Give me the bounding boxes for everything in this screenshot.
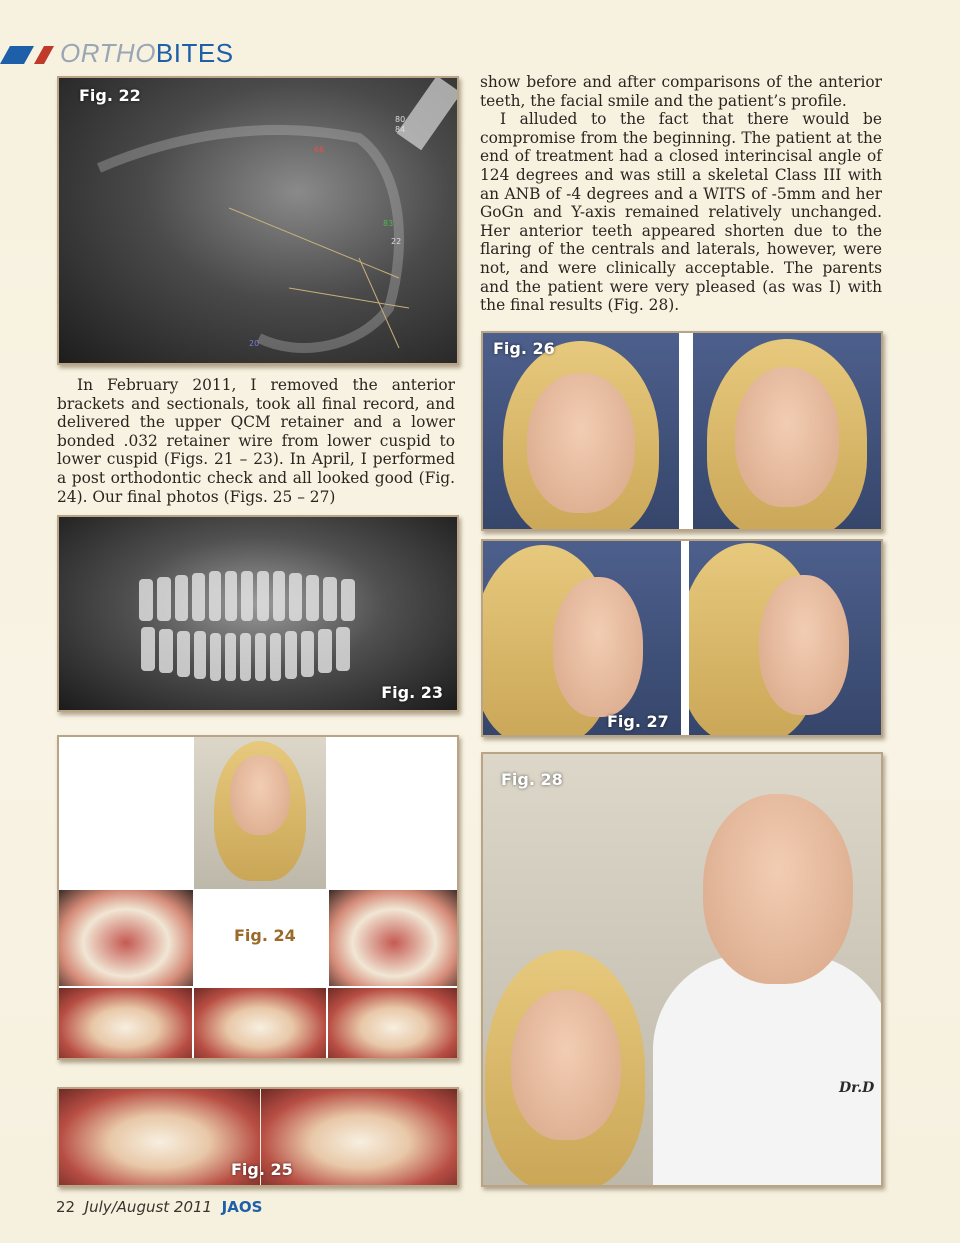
figure-24-label-cell [194, 890, 326, 986]
figure-25-label: Fig. 25 [231, 1160, 293, 1179]
article-left-column [57, 376, 455, 506]
issue-date: July/August 2011 [84, 1198, 213, 1216]
figure-27-profile-comparison [481, 539, 883, 737]
figure-27-before-photo [483, 541, 681, 735]
figure-24-photo-grid [57, 735, 459, 1060]
after-profile-face [759, 575, 849, 715]
right-paragraph-1: show before and after comparisons of the anterior teeth, the facial smile and the patient’s profile. [480, 73, 882, 110]
page-footer [56, 1198, 262, 1216]
figure-26-frontal-comparison [481, 331, 883, 531]
figure-28-label: Fig. 28 [501, 770, 563, 789]
figure-24-cell-blank-left [59, 737, 193, 889]
left-paragraph-1: In February 2011, I removed the anterior brackets and sectionals, took all final record, and delivered the upper QCM retainer and a lower bonded .032 retainer wire from lower cuspid to lower cuspid (Figs. 21 – 23). In April, I performed a post orthodontic check and all looked good (Fig. 24). Our final photos (Figs. 25 – 27) [57, 376, 455, 506]
figure-25-before-photo [59, 1089, 260, 1185]
after-face [735, 367, 839, 507]
portrait-face [230, 755, 290, 835]
section-title-prefix: ORTHO [60, 38, 156, 68]
ceph-tracing [59, 78, 457, 363]
section-title [60, 38, 234, 69]
before-profile-face [553, 577, 643, 717]
figure-26-before-photo [483, 333, 679, 529]
doctor-face [703, 794, 853, 984]
ceph-label-84: 84 [395, 125, 406, 134]
figure-24-cell-blank-right [327, 737, 459, 889]
section-mark-icon [0, 46, 56, 64]
pano-teeth [59, 517, 457, 710]
page-number: 22 [56, 1198, 76, 1216]
figure-25-teeth-comparison [57, 1087, 459, 1187]
coat-embroidery: Dr.D [839, 1080, 875, 1096]
ceph-label-66: 66 [314, 145, 325, 154]
figure-28-doctor-patient-photo [481, 752, 883, 1187]
figure-26-after-photo [693, 333, 883, 529]
before-face [527, 373, 635, 513]
right-paragraph-2: I alluded to the fact that there would be compromise from the beginning. The patient at the end of treatment had a closed interincisal angle of 124 degrees and was still a skeletal Class III with an ANB of -4 degrees and a WITS of -5mm and her GoGn and Y-axis remained relatively unchanged. Her anterior teeth appeared shorten due to the flaring of the centrals and laterals, however, were not, and were clinically acceptable. The parents and the patient were very pleased (as was I) with the final results (Fig. 28). [480, 110, 882, 315]
journal-name: JAOS [221, 1198, 263, 1216]
ceph-label-83: 83 [383, 219, 394, 228]
figure-24-label: Fig. 24 [234, 926, 296, 945]
figure-24-frontal-occlusion-photo [194, 988, 326, 1060]
figure-24-right-occlusion-photo [59, 988, 192, 1060]
figure-27-label: Fig. 27 [607, 712, 669, 731]
figure-24-left-occlusion-photo [328, 988, 459, 1060]
figure-22-cephalometric-xray [57, 76, 459, 365]
article-right-column [480, 73, 882, 315]
patient-face [511, 990, 621, 1140]
doctor-coat [653, 954, 883, 1187]
figure-23-label: Fig. 23 [381, 683, 443, 702]
ceph-label-22: 22 [391, 237, 402, 246]
figure-24-lower-arch-photo [329, 890, 459, 986]
figure-23-panoramic-xray [57, 515, 459, 712]
ceph-label-80: 80 [395, 115, 406, 124]
figure-22-label: Fig. 22 [79, 86, 141, 105]
figure-24-upper-arch-photo [59, 890, 193, 986]
figure-27-after-photo [689, 541, 883, 735]
figure-24-portrait-photo [194, 737, 326, 889]
ceph-label-20: 20 [249, 339, 260, 348]
section-title-suffix: BITES [155, 38, 234, 68]
figure-26-label: Fig. 26 [493, 339, 555, 358]
